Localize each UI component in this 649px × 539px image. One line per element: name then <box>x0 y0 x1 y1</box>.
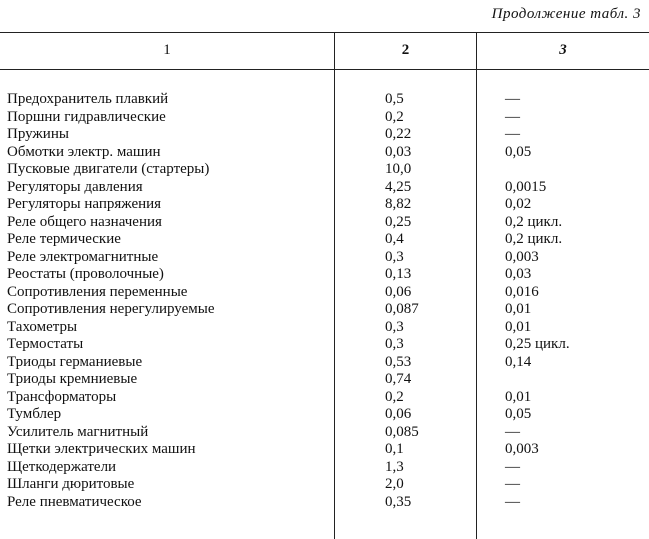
row-name-text: Реле общего назначения <box>7 213 162 230</box>
table-row <box>0 424 649 442</box>
row-value-col3: 0,0015 <box>505 178 547 195</box>
table-row <box>0 109 649 127</box>
row-value-col3: 0,14 <box>505 353 532 370</box>
row-value-col2: 0,3 <box>385 248 404 265</box>
row-name-text: Трансформаторы <box>7 388 117 405</box>
row-name <box>7 214 327 232</box>
row-value-col3: — <box>505 91 520 107</box>
row-name <box>7 144 327 162</box>
row-value-col2: 0,53 <box>385 353 412 370</box>
row-value-col2: 0,2 <box>385 108 404 125</box>
row-name-text: Щеткодержатели <box>7 458 117 475</box>
row-value-col2: 0,74 <box>385 371 412 387</box>
row-value-col2: 0,1 <box>385 441 404 457</box>
table-row <box>0 441 649 459</box>
row-name <box>7 301 327 319</box>
header-bottom-rule <box>0 69 649 70</box>
row-value-col3: — <box>505 108 520 125</box>
row-name-text: Сопротивления переменные <box>7 283 188 300</box>
row-name <box>7 91 327 109</box>
row-value-col2: 0,4 <box>385 231 404 247</box>
header-col-3: 3 <box>559 42 567 58</box>
row-value-col3: 0,25 цикл. <box>505 336 570 352</box>
table-row <box>0 284 649 302</box>
row-value-col3: 0,003 <box>505 441 539 457</box>
table-row <box>0 336 649 354</box>
row-name-text: Поршни гидравлические <box>7 108 166 125</box>
row-value-col2: 0,087 <box>385 301 419 317</box>
row-value-col2: 2,0 <box>385 476 404 492</box>
row-name <box>7 371 327 389</box>
table-row <box>0 406 649 424</box>
row-name <box>7 459 327 477</box>
row-name <box>7 406 327 424</box>
row-value-col3: 0,05 <box>505 406 532 422</box>
table-body <box>0 91 649 511</box>
row-name-text: Обмотки электр. машин <box>7 143 161 160</box>
table-row <box>0 494 649 512</box>
row-name <box>7 126 327 144</box>
table-row <box>0 459 649 477</box>
table-row <box>0 126 649 144</box>
row-value-col2: 0,085 <box>385 423 419 440</box>
header-col-2: 2 <box>401 42 410 58</box>
row-value-col3: 0,03 <box>505 266 532 282</box>
row-value-col3: — <box>505 126 520 142</box>
row-value-col2: 0,03 <box>385 143 412 160</box>
row-name-text: Пусковые двигатели (стартеры) <box>7 161 210 177</box>
table-row <box>0 91 649 109</box>
row-name-text: Предохранитель плавкий <box>7 91 169 107</box>
table-row <box>0 476 649 494</box>
row-value-col2: 1,3 <box>385 458 404 475</box>
row-value-col3: 0,01 <box>505 388 532 405</box>
row-name-text: Шланги дюритовые <box>7 476 135 492</box>
row-name-text: Сопротивления нерегулируемые <box>7 301 215 317</box>
table-row <box>0 371 649 389</box>
row-name <box>7 336 327 354</box>
row-name-text: Регуляторы напряжения <box>7 196 162 212</box>
row-value-col2: 10,0 <box>385 161 412 177</box>
row-name-text: Термостаты <box>7 336 84 352</box>
row-value-col2: 0,3 <box>385 318 404 335</box>
table-row <box>0 249 649 267</box>
table-top-rule <box>0 32 649 33</box>
row-value-col3: — <box>505 493 520 510</box>
row-value-col2: 0,06 <box>385 283 412 300</box>
row-value-col2: 0,35 <box>385 493 412 510</box>
row-name <box>7 424 327 442</box>
table-row <box>0 389 649 407</box>
table-row <box>0 301 649 319</box>
row-name <box>7 494 327 512</box>
row-name-text: Реле электромагнитные <box>7 248 159 265</box>
row-name <box>7 161 327 179</box>
table-row <box>0 179 649 197</box>
row-name <box>7 354 327 372</box>
row-value-col3: 0,02 <box>505 196 532 212</box>
row-name <box>7 319 327 337</box>
table-row <box>0 319 649 337</box>
row-value-col2: 0,25 <box>385 213 412 230</box>
row-name <box>7 231 327 249</box>
row-name <box>7 266 327 284</box>
row-name-text: Щетки электрических машин <box>7 441 196 457</box>
row-name <box>7 179 327 197</box>
row-value-col3: 0,05 <box>505 143 532 160</box>
row-name <box>7 476 327 494</box>
table-row <box>0 231 649 249</box>
row-name-text: Пружины <box>7 126 69 142</box>
row-value-col2: 0,3 <box>385 336 404 352</box>
row-name-text: Регуляторы давления <box>7 178 143 195</box>
row-value-col2: 0,5 <box>385 91 404 107</box>
row-value-col3: 0,01 <box>505 318 532 335</box>
header-col-1: 1 <box>163 42 171 58</box>
row-name-text: Тахометры <box>7 318 78 335</box>
row-name <box>7 389 327 407</box>
table-row <box>0 266 649 284</box>
row-value-col3: — <box>505 458 520 475</box>
table-row <box>0 214 649 232</box>
row-value-col2: 0,13 <box>385 266 412 282</box>
table-row <box>0 161 649 179</box>
row-name-text: Реостаты (проволочные) <box>7 266 164 282</box>
row-name <box>7 196 327 214</box>
row-name-text: Тумблер <box>7 406 62 422</box>
row-value-col3: 0,2 цикл. <box>505 213 563 230</box>
row-name <box>7 284 327 302</box>
row-value-col3: 0,003 <box>505 248 539 265</box>
row-value-col2: 8,82 <box>385 196 412 212</box>
table-caption: Продолжение табл. 3 <box>491 6 641 22</box>
row-value-col2: 4,25 <box>385 178 412 195</box>
row-name <box>7 249 327 267</box>
row-name <box>7 109 327 127</box>
row-value-col3: — <box>505 423 520 440</box>
row-value-col2: 0,2 <box>385 388 404 405</box>
row-value-col3: 0,01 <box>505 301 532 317</box>
row-value-col3: — <box>505 476 520 492</box>
row-name-text: Триоды кремниевые <box>7 371 138 387</box>
row-name-text: Реле термические <box>7 231 121 247</box>
row-name-text: Усилитель магнитный <box>7 423 149 440</box>
table-row <box>0 196 649 214</box>
row-name-text: Реле пневматическое <box>7 493 142 510</box>
table-row <box>0 354 649 372</box>
row-value-col2: 0,06 <box>385 406 412 422</box>
row-name-text: Триоды германиевые <box>7 353 143 370</box>
row-name <box>7 441 327 459</box>
row-value-col2: 0,22 <box>385 126 412 142</box>
row-value-col3: 0,016 <box>505 283 539 300</box>
row-value-col3: 0,2 цикл. <box>505 231 563 247</box>
table-row <box>0 144 649 162</box>
